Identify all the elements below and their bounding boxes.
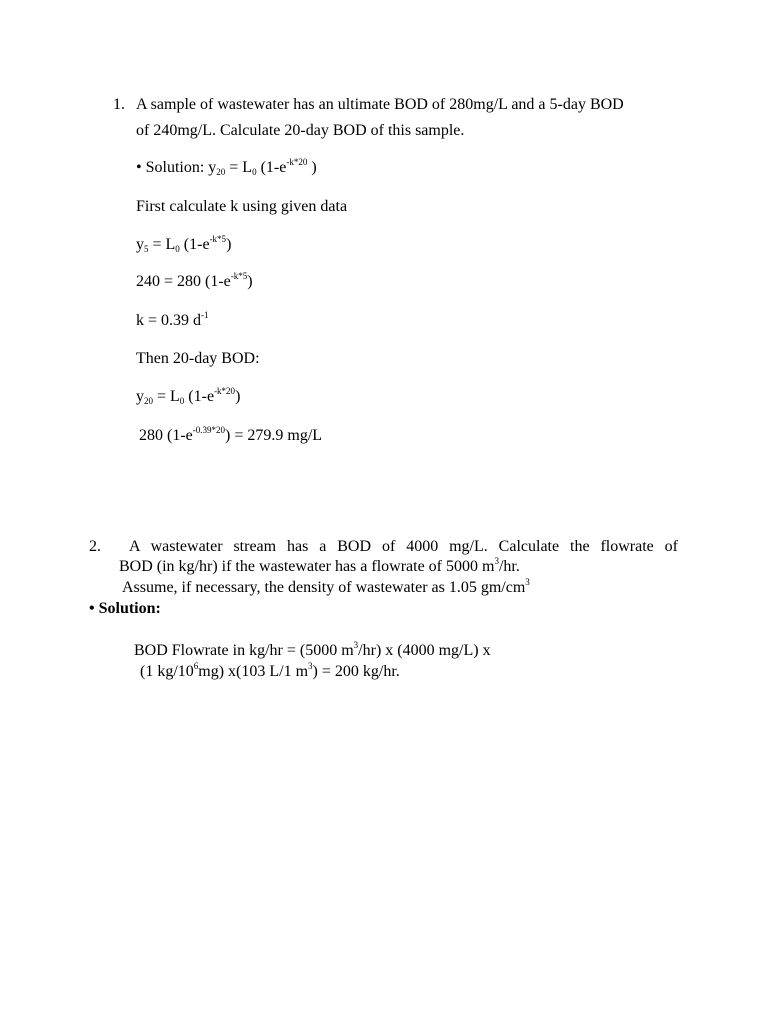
problem1-number: 1. xyxy=(113,96,125,113)
problem1-then-text: Then 20-day BOD: xyxy=(136,350,260,367)
problem1-statement-line2: of 240mg/L. Calculate 20-day BOD of this sample. xyxy=(136,122,465,139)
problem2-calc-line1: BOD Flowrate in kg/hr = (5000 $m^3/hr$) x (4000 mg/L) x xyxy=(134,640,491,659)
problem2-statement-line1: A wastewater stream has a BOD of 4000 mg/L. Calculate the flowrate of xyxy=(129,538,678,555)
problem1-solution-formula: • Solution: $y_{20} = L_0$ ($1-e^{-k*20}$ ) xyxy=(136,157,317,177)
problem1-y20-formula: $y_{20} = L_0$ $(1-e^{-k*20})$ xyxy=(136,386,241,406)
problem1-substitution: 240 = 280 $(1-e^{-k*5})$ xyxy=(136,271,253,290)
problem1-final-result: 280 $(1-e^{-0.39*20}) = 279.9$ mg/L xyxy=(139,425,323,444)
problem2-number: 2. xyxy=(89,538,101,555)
problem1-k-result: k = 0.39 $d^{-1}$ xyxy=(136,310,209,329)
problem1-statement-line1: A sample of wastewater has an ultimate BOD of 280mg/L and a 5-day BOD xyxy=(136,96,624,113)
problem2-statement-line2: BOD (in kg/hr) if the wastewater has a flowrate of 5000 $m^3/hr$. xyxy=(119,556,520,575)
problem2-calc-line2: (1 $kg/10^6mg$) x(103 L/1 $m^3) = 200$ kg/hr. xyxy=(140,661,400,680)
problem1-first-calc: First calculate k using given data xyxy=(136,198,348,215)
problem2-solution-label: • Solution: xyxy=(89,600,161,617)
problem2-statement-line3: Assume, if necessary, the density of wastewater as 1.05 $gm/cm^3$ xyxy=(122,577,530,596)
problem1-y5-formula: $y_5 = L_0$ $(1-e^{-k*5})$ xyxy=(136,234,232,254)
